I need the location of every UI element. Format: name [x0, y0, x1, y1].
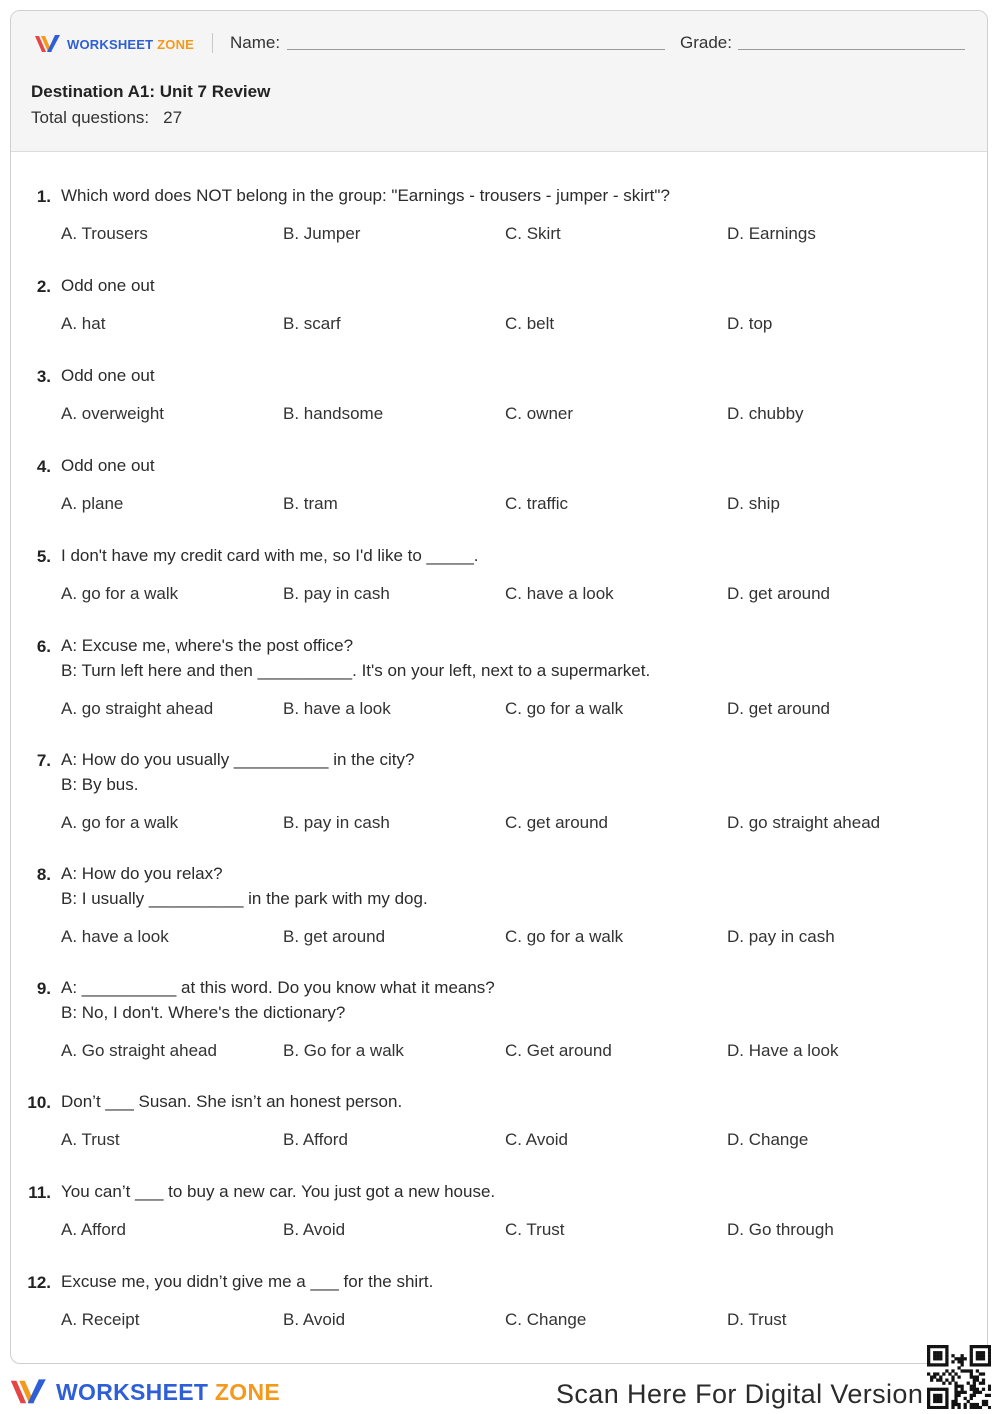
- question-text-line: Odd one out: [61, 276, 155, 295]
- answer-options: [61, 1130, 961, 1152]
- footer-brand-name-part2: ZONE: [214, 1378, 280, 1405]
- name-field[interactable]: [287, 49, 665, 50]
- answer-options: [61, 404, 961, 426]
- question-text: [61, 1180, 495, 1205]
- answer-option[interactable]: D. Go through: [727, 1220, 834, 1239]
- header-divider: [212, 33, 213, 53]
- question-text: [61, 544, 479, 569]
- brand-name-part2: ZONE: [157, 36, 195, 52]
- answer-option[interactable]: B. pay in cash: [283, 812, 390, 832]
- question-text-line: I don't have my credit card with me, so I'd like to _____.: [61, 546, 479, 565]
- question-number: 11.: [28, 1183, 51, 1202]
- question-text: [61, 1270, 433, 1295]
- question-number: 5.: [36, 547, 51, 566]
- question-number: 9.: [36, 979, 51, 998]
- footer-brand-logo: [8, 1376, 280, 1408]
- answer-options: [61, 314, 961, 336]
- answer-option[interactable]: B. Go for a walk: [283, 1040, 404, 1060]
- answer-option[interactable]: A. Receipt: [61, 1310, 140, 1329]
- answer-option[interactable]: A. Afford: [61, 1220, 126, 1239]
- question-text-line: A: Excuse me, where's the post office?: [61, 636, 354, 655]
- worksheet-zone-logo-icon: [33, 33, 63, 55]
- answer-option[interactable]: C. owner: [505, 404, 574, 423]
- answer-option[interactable]: B. handsome: [283, 404, 384, 423]
- answer-option[interactable]: D. pay in cash: [727, 926, 835, 946]
- answer-options: [61, 1041, 961, 1063]
- answer-option[interactable]: A. have a look: [61, 926, 169, 946]
- answer-option[interactable]: B. tram: [283, 494, 338, 513]
- answer-option[interactable]: B. Avoid: [283, 1310, 346, 1329]
- answer-option[interactable]: A. Go straight ahead: [61, 1040, 217, 1060]
- total-questions-count: 27: [163, 108, 183, 127]
- answer-options: [61, 927, 961, 949]
- question-text: [61, 364, 155, 389]
- answer-options: [61, 494, 961, 516]
- name-label: Name:: [230, 33, 281, 52]
- answer-options: [61, 584, 961, 606]
- total-questions-label: Total questions:: [31, 108, 150, 127]
- answer-option[interactable]: B. have a look: [283, 698, 391, 718]
- answer-option[interactable]: C. get around: [505, 812, 609, 832]
- question-text-line: Odd one out: [61, 366, 155, 385]
- question-text-line: B: I usually __________ in the park with my dog.: [61, 888, 428, 908]
- answer-option[interactable]: C. Get around: [505, 1040, 612, 1060]
- answer-option[interactable]: D. Change: [727, 1130, 809, 1149]
- answer-option[interactable]: D. get around: [727, 698, 831, 718]
- answer-option[interactable]: B. Afford: [283, 1130, 348, 1149]
- footer-brand-name-part1: WORKSHEET: [56, 1378, 209, 1405]
- answer-option[interactable]: A. hat: [61, 314, 106, 333]
- worksheet-title: Destination A1: Unit 7 Review: [31, 82, 271, 101]
- answer-option[interactable]: B. get around: [283, 926, 386, 946]
- question-number: 6.: [36, 637, 51, 656]
- answer-option[interactable]: C. belt: [505, 314, 555, 333]
- question-text: [61, 184, 670, 209]
- answer-option[interactable]: C. traffic: [505, 494, 568, 513]
- question-number: 4.: [36, 457, 51, 476]
- answer-option[interactable]: C. have a look: [505, 584, 614, 603]
- answer-option[interactable]: B. scarf: [283, 314, 341, 333]
- question-text: [61, 634, 650, 683]
- question-text-line: A: How do you usually __________ in the city?: [61, 750, 415, 769]
- answer-option[interactable]: D. Have a look: [727, 1040, 839, 1060]
- answer-option[interactable]: C. Avoid: [505, 1130, 569, 1149]
- brand-logo: [33, 33, 194, 55]
- worksheet-header: [11, 11, 987, 152]
- answer-option[interactable]: A. go straight ahead: [61, 698, 214, 718]
- brand-name-part1: WORKSHEET: [67, 36, 154, 52]
- qr-code-icon[interactable]: [927, 1345, 991, 1409]
- answer-option[interactable]: D. Earnings: [727, 224, 816, 243]
- question-text-line: A: How do you relax?: [61, 864, 223, 883]
- question-text: [61, 748, 414, 797]
- answer-option[interactable]: C. go for a walk: [505, 698, 624, 718]
- question-number: 2.: [36, 277, 51, 296]
- answer-options: [61, 1310, 961, 1332]
- answer-option[interactable]: A. Trousers: [61, 224, 148, 243]
- answer-option[interactable]: A. go for a walk: [61, 584, 179, 603]
- answer-option[interactable]: D. chubby: [727, 404, 804, 423]
- worksheet-sheet: [10, 10, 988, 1364]
- answer-options: [61, 224, 961, 246]
- answer-option[interactable]: C. Change: [505, 1310, 587, 1329]
- answer-option[interactable]: C. Skirt: [505, 224, 561, 243]
- answer-option[interactable]: B. Avoid: [283, 1220, 346, 1239]
- answer-options: [61, 1220, 961, 1242]
- question-text: [61, 274, 155, 299]
- answer-options: [61, 699, 961, 721]
- brand-name: [67, 37, 194, 52]
- question-text: [61, 454, 155, 479]
- footer-brand-name: [56, 1379, 280, 1406]
- question-text-line: Excuse me, you didn’t give me a ___ for the shirt.: [61, 1272, 434, 1291]
- question-text-line: A: __________ at this word. Do you know what it means?: [61, 978, 495, 997]
- question-number: 10.: [27, 1093, 51, 1112]
- question-number: 12.: [27, 1273, 51, 1292]
- question-text-line: Odd one out: [61, 456, 155, 475]
- answer-option[interactable]: D. top: [727, 314, 773, 333]
- question-text-line: You can’t ___ to buy a new car. You just got a new house.: [61, 1182, 496, 1201]
- question-text: [61, 976, 495, 1025]
- answer-options: [61, 813, 961, 835]
- question-text-line: B: By bus.: [61, 774, 139, 794]
- question-number: 8.: [36, 865, 51, 884]
- answer-option[interactable]: A. plane: [61, 494, 124, 513]
- worksheet-zone-logo-icon: [8, 1376, 50, 1408]
- question-text: [61, 1090, 402, 1115]
- answer-option[interactable]: D. ship: [727, 494, 780, 513]
- answer-option[interactable]: B. Jumper: [283, 224, 361, 243]
- answer-option[interactable]: C. go for a walk: [505, 926, 624, 946]
- question-number: 7.: [36, 751, 51, 770]
- answer-option[interactable]: B. pay in cash: [283, 584, 390, 603]
- answer-option[interactable]: C. Trust: [505, 1220, 565, 1239]
- question-text-line: Don’t ___ Susan. She isn’t an honest person.: [61, 1092, 403, 1111]
- scan-instruction: Scan Here For Digital Version: [556, 1379, 924, 1409]
- total-questions: [31, 108, 182, 128]
- question-number: 1.: [36, 187, 51, 206]
- answer-option[interactable]: A. Trust: [61, 1130, 120, 1149]
- question-number: 3.: [36, 367, 51, 386]
- answer-option[interactable]: A. overweight: [61, 404, 164, 423]
- grade-label: Grade:: [680, 33, 732, 52]
- grade-field[interactable]: [738, 49, 965, 50]
- answer-option[interactable]: D. go straight ahead: [727, 812, 881, 832]
- question-text-line: B: Turn left here and then __________. It's on your left, next to a supermarket.: [61, 660, 651, 680]
- question-text-line: Which word does NOT belong in the group: "Earnings - trousers - jumper - skirt"?: [61, 186, 670, 205]
- answer-option[interactable]: D. Trust: [727, 1310, 787, 1329]
- answer-option[interactable]: A. go for a walk: [61, 812, 179, 832]
- question-text: [61, 862, 428, 911]
- question-text-line: B: No, I don't. Where's the dictionary?: [61, 1002, 346, 1022]
- answer-option[interactable]: D. get around: [727, 584, 831, 603]
